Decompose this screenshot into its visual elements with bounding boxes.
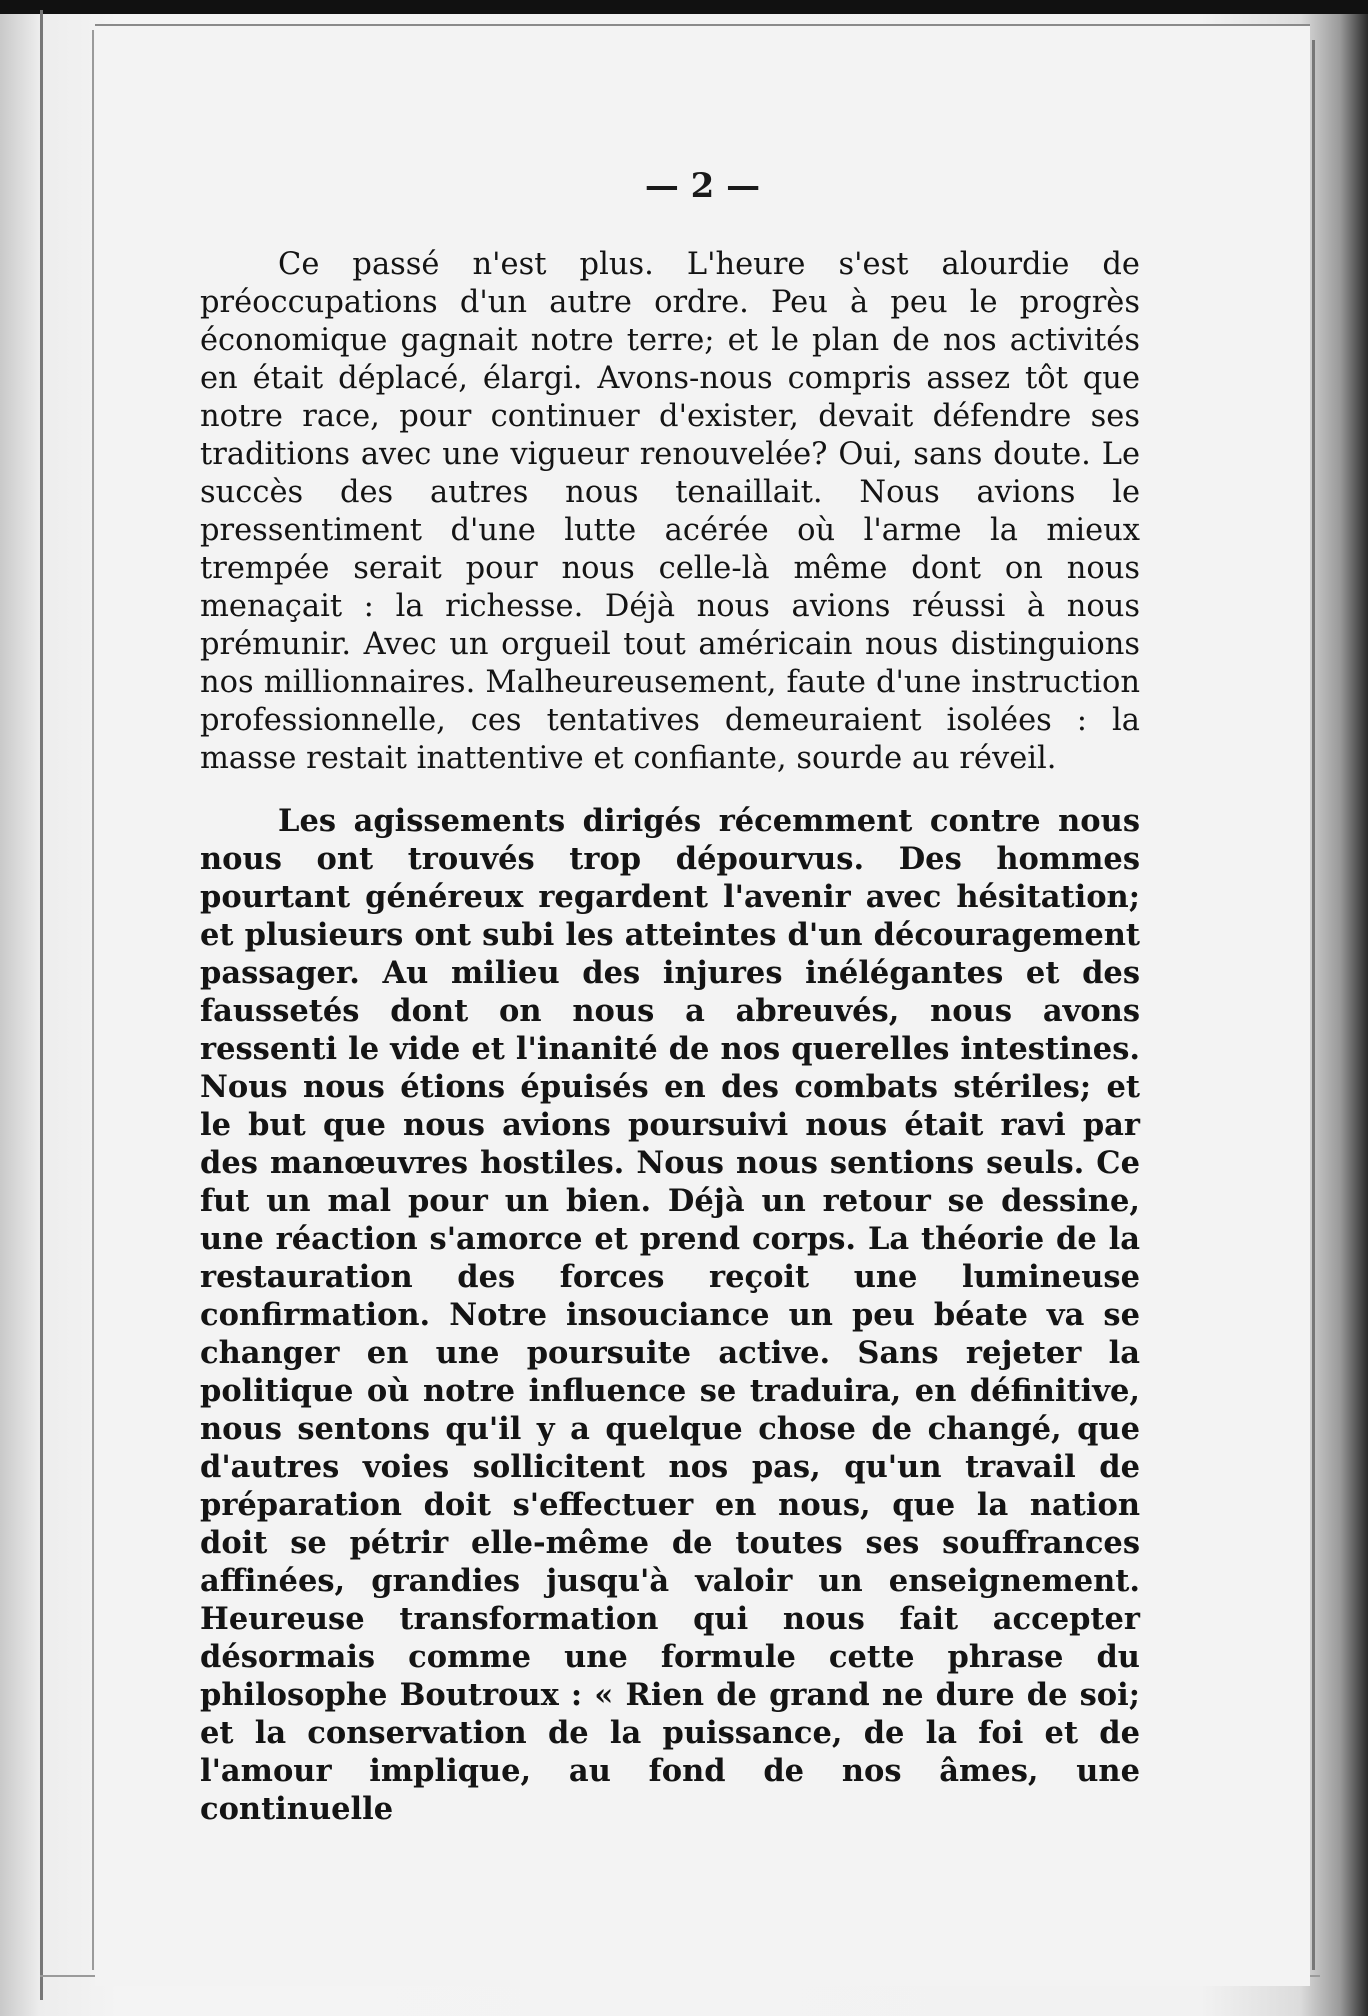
page-left-edge bbox=[92, 30, 94, 1970]
page-right-edge bbox=[1312, 40, 1315, 1970]
page-number: — 2 — bbox=[644, 166, 761, 206]
paragraph-2: Les agissements dirigés récemment contre nous nous ont trouvés trop dépourvus. Des hommes pourtant généreux regardent l'avenir avec hésitation; et plusieurs ont subi les atteintes d'un découragement passager. Au milieu des injures inélégantes et des faussetés dont on nous a abreuvés, nous avons ressenti le vide et l'inanité de nos querelles intestines. Nous nous étions épuisés en des combats stériles; et le but que nous avions poursuivi nous était ravi par des manœuvres hostiles. Nous nous sentions seuls. Ce fut un mal pour un bien. Déjà un retour se dessine, une réaction s'amorce et prend corps. La théorie de la restauration des forces reçoit une lumineuse confirmation. Notre insouciance un peu béate va se changer en une poursuite active. Sans rejeter la politique où notre influence se traduira, en définitive, nous sentons qu'il y a quelque chose de changé, que d'autres voies sollicitent nos pas, qu'un travail de préparation doit s'effectuer en nous, que la nation doit se pétrir elle-même de toutes ses souffrances affinées, grandies jusqu'à valoir un enseignement. Heureuse transformation qui nous fait accepter désormais comme une formule cette phrase du philosophe Boutroux : « Rien de grand ne dure de soi; et la conservation de la puissance, de la foi et de l'amour implique, au fond de nos âmes, une continuelle bbox=[200, 803, 1140, 1827]
scan-left-edge bbox=[40, 10, 43, 2000]
paragraph-1: Ce passé n'est plus. L'heure s'est alourdie de préoccupations d'un autre ordre. Peu à peu le progrès économique gagnait notre terre; et le plan de nos activités en était déplacé, élargi. Avons-nous compris assez tôt que notre race, pour continuer d'exister, devait défendre ses traditions avec une vigueur renouvelée? Oui, sans doute. Le succès des autres nous tenaillait. Nous avions le pressentiment d'une lutte acérée où l'arme la mieux trempée serait pour nous celle-là même dont on nous menaçait : la richesse. Déjà nous avions réussi à nous prémunir. Avec un orgueil tout américain nous distinguions nos millionnaires. Malheureusement, faute d'une instruction professionnelle, ces tentatives demeuraient isolées : la masse restait inattentive et confiante, sourde au réveil. bbox=[200, 247, 1140, 776]
body-text bbox=[200, 246, 1140, 1852]
document-page bbox=[95, 24, 1310, 1986]
scan-top-border bbox=[0, 0, 1368, 14]
